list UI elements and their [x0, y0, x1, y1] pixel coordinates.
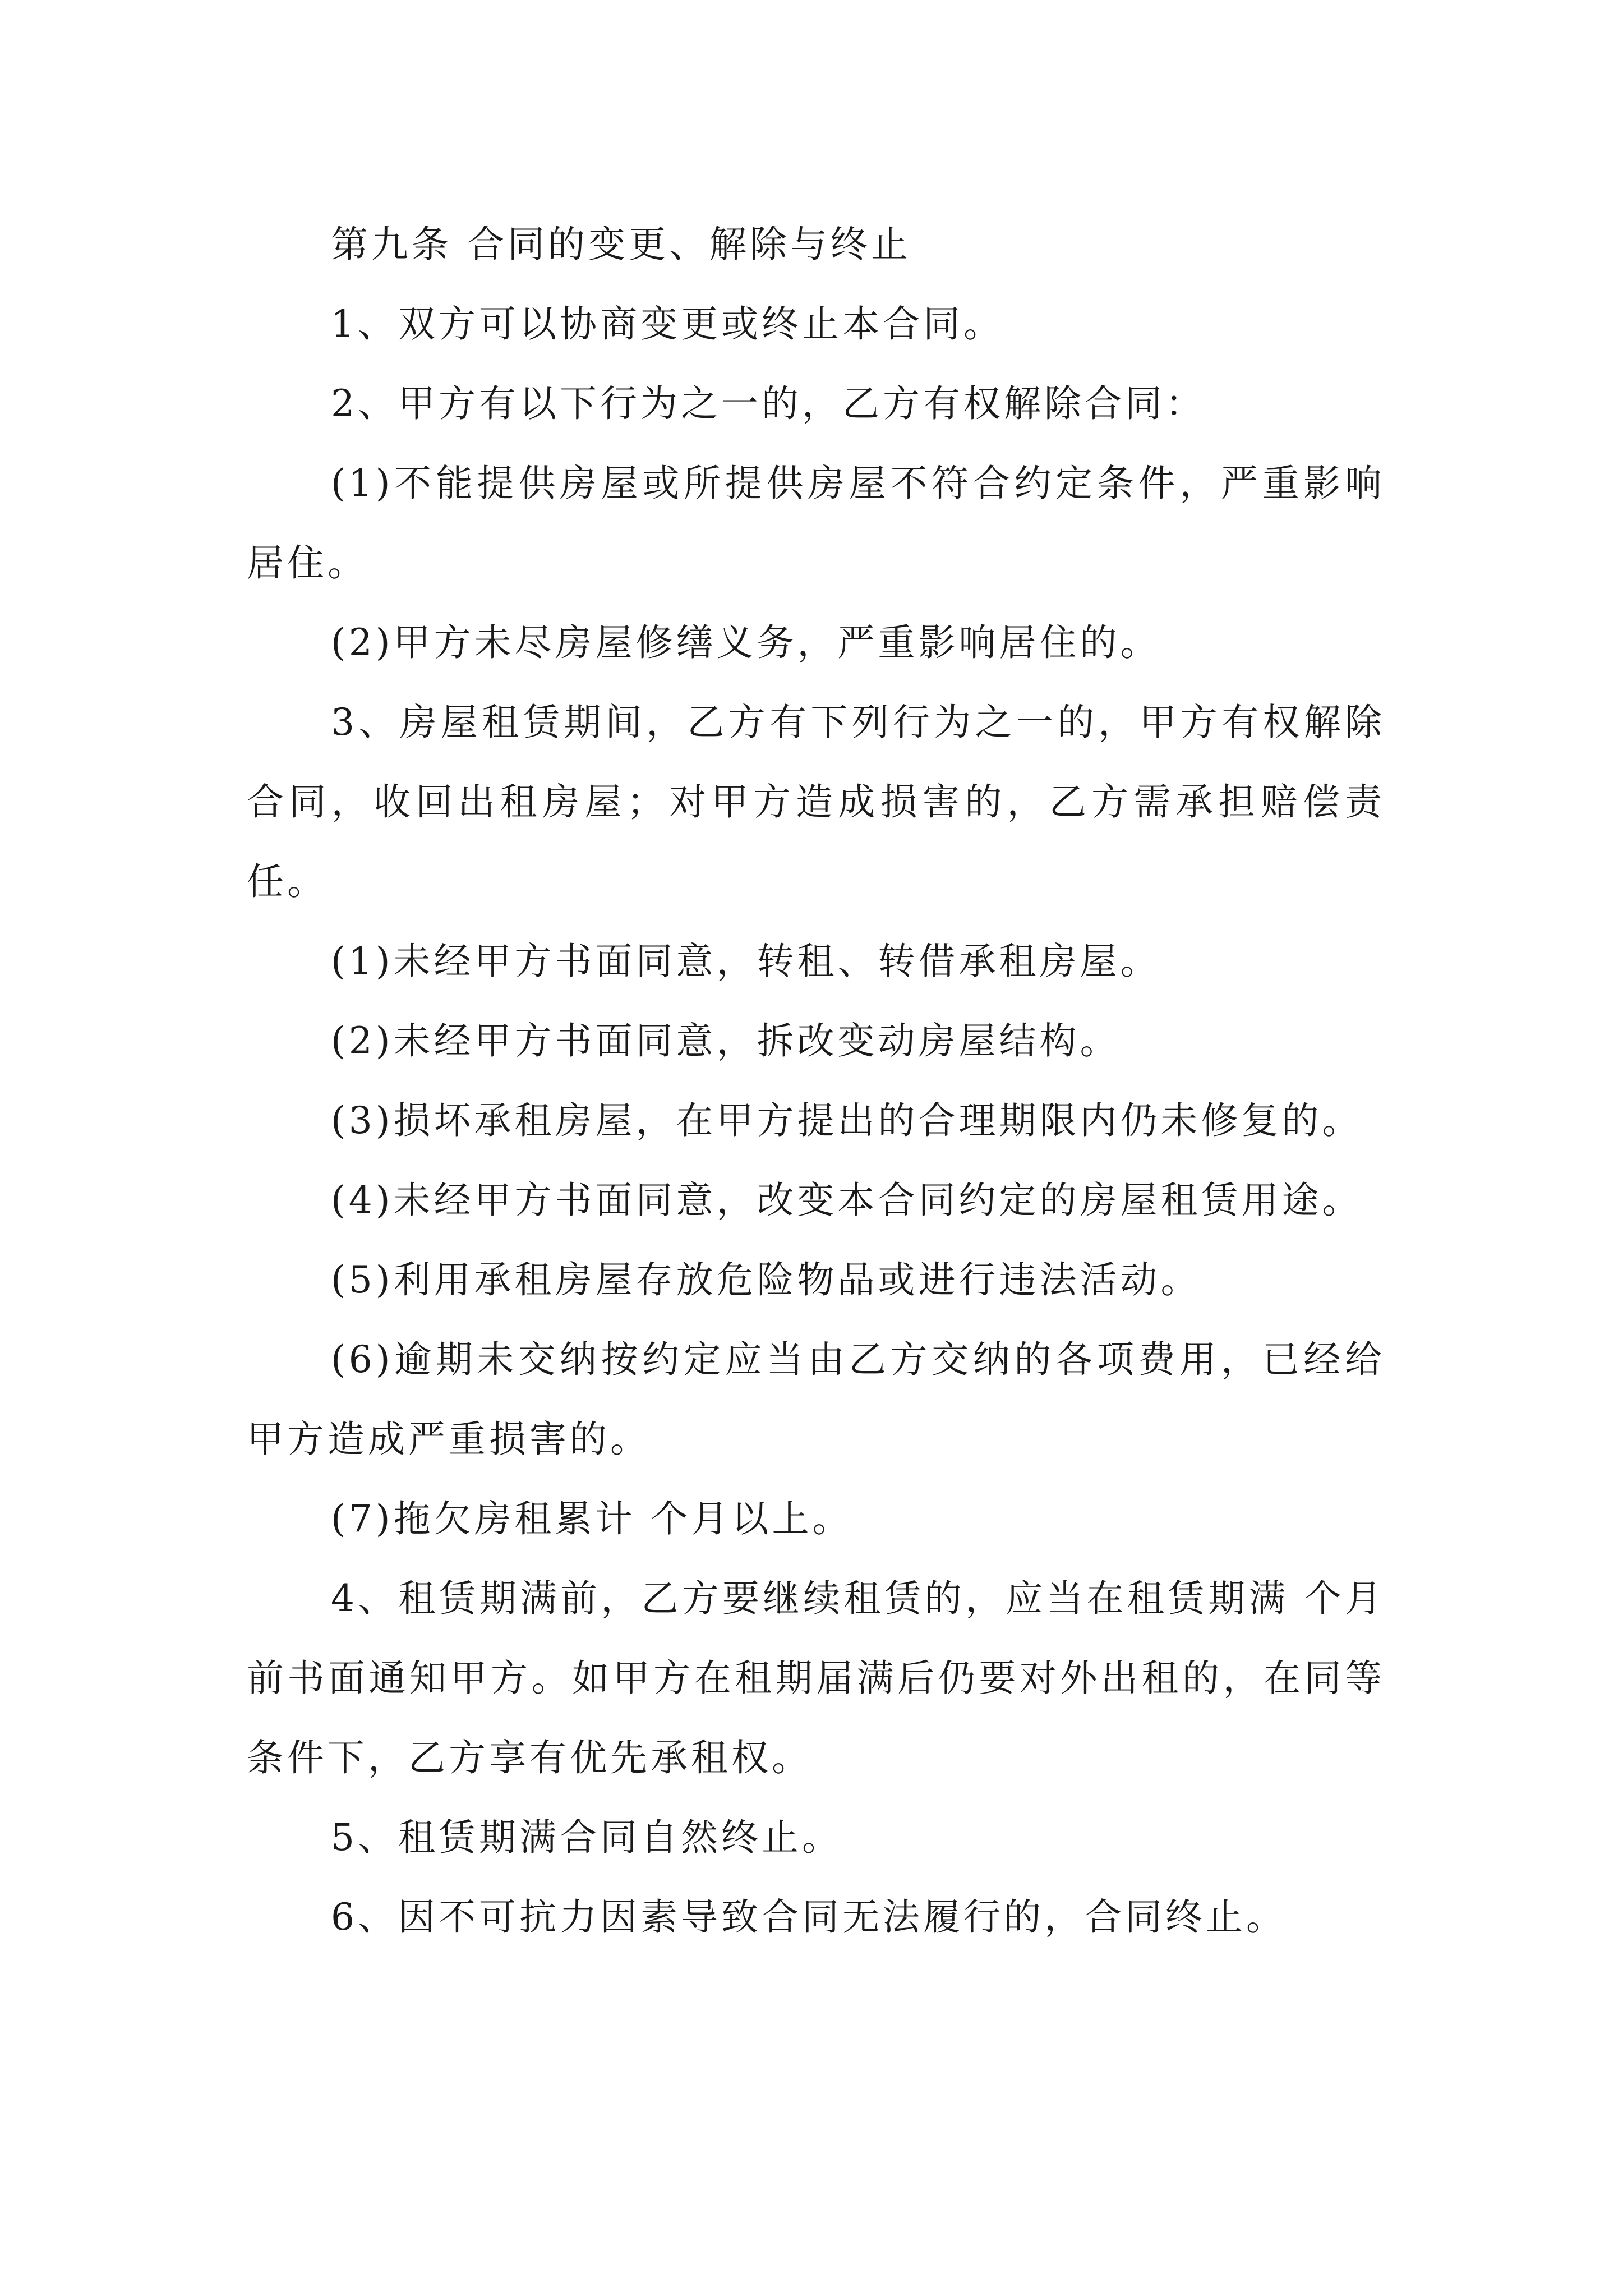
clause-3-item-7: (7)拖欠房租累计 个月以上。 — [331, 1497, 853, 1540]
clause-3: 3、房屋租赁期间，乙方有下列行为之一的，甲方有权解除合同，收回出租房屋；对甲方造成损害的，乙方需承担赔偿责任。 — [247, 701, 1385, 903]
clause-6: 6、因不可抗力因素导致合同无法履行的，合同终止。 — [331, 1895, 1287, 1939]
clause-1: 1、双方可以协商变更或终止本合同。 — [331, 302, 1004, 346]
clause-3-item-2: (2)未经甲方书面同意，拆改变动房屋结构。 — [331, 1019, 1121, 1062]
clause-3-item-4: (4)未经甲方书面同意，改变本合同约定的房屋租赁用途。 — [331, 1179, 1363, 1222]
section-heading: 第九条 合同的变更、解除与终止 — [331, 223, 911, 266]
clause-5: 5、租赁期满合同自然终止。 — [331, 1816, 842, 1859]
clause-2-item-1: (1)不能提供房屋或所提供房屋不符合约定条件，严重影响居住。 — [247, 462, 1385, 585]
clause-4: 4、租赁期满前，乙方要继续租赁的，应当在租赁期满 个月前书面通知甲方。如甲方在租期届满后仍要对外出租的，在同等条件下，乙方享有优先承租权。 — [247, 1577, 1385, 1779]
clause-3-item-3: (3)损坏承租房屋，在甲方提出的合理期限内仍未修复的。 — [331, 1099, 1363, 1142]
document-body — [247, 205, 1385, 1957]
clause-2: 2、甲方有以下行为之一的，乙方有权解除合同： — [331, 382, 1206, 425]
clause-2-item-2: (2)甲方未尽房屋修缮义务，严重影响居住的。 — [331, 621, 1161, 664]
clause-3-item-6: (6)逾期未交纳按约定应当由乙方交纳的各项费用，已经给甲方造成严重损害的。 — [247, 1338, 1385, 1461]
clause-3-item-1: (1)未经甲方书面同意，转租、转借承租房屋。 — [331, 940, 1161, 983]
clause-3-item-5: (5)利用承租房屋存放危险物品或进行违法活动。 — [331, 1258, 1201, 1301]
